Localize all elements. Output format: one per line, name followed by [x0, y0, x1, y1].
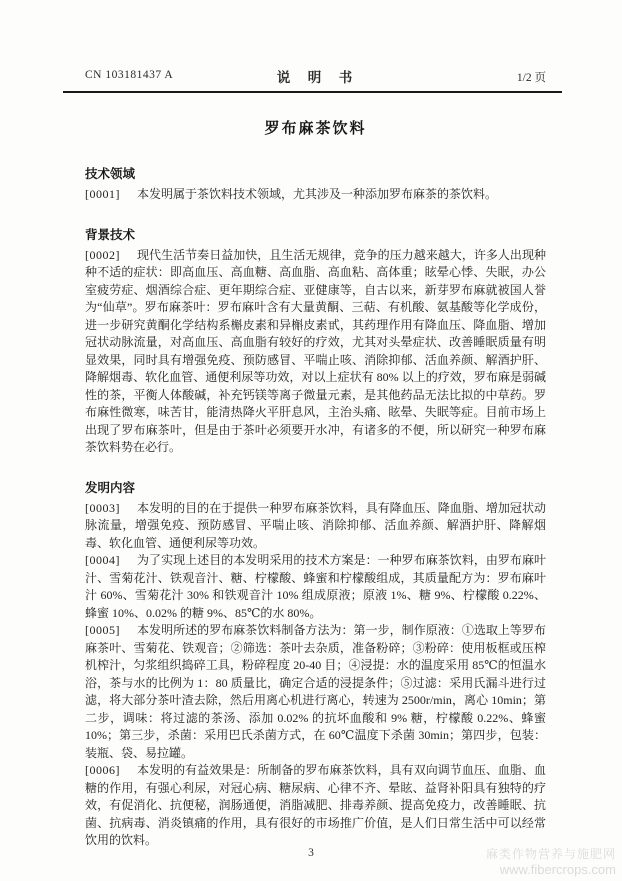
paragraph-number: [0005]: [85, 623, 120, 637]
page-number: 3: [308, 847, 314, 859]
page-indicator: 1/2 页: [516, 72, 546, 84]
paragraph-text: 本发明的有益效果是：所制备的罗布麻茶饮料，具有双向调节血压、血脂、血糖的作用，有强心利尿，对冠心病、糖尿病、心律不齐、晕眩、益肾补阳具有独特的疗效，有促消化、抗便秘，润肠通便，消脂减肥、排毒养颜、提高免疫力，改善睡眠、抗菌、抗病毒、消炎镇痛的作用，具有很好的市场推广价值，是人们日常生活中可以经常饮用的饮料。: [85, 763, 546, 847]
document-type-title: 说 明 书: [276, 70, 355, 85]
section-technical-field: [85, 164, 546, 204]
paragraph-number: [0003]: [85, 500, 120, 515]
paragraph-text: 本发明的目的在于提供一种罗布麻茶饮料，具有降血压、降血脂、增加冠状动脉流量，增强免疫、预防感冒、平喘止咳、消除抑郁、活血养颜、解酒护肝、降解烟毒、软化血管、通便利尿等功效。: [85, 500, 546, 550]
paragraph-number: [0001]: [85, 187, 120, 201]
paragraph-number: [0006]: [85, 763, 120, 777]
section-heading: 技术领域: [85, 167, 136, 181]
paragraph: [85, 762, 546, 850]
section-heading: 发明内容: [85, 480, 136, 495]
watermark-url: www.fibercrops.com: [499, 862, 616, 877]
invention-title: 罗布麻茶饮料: [264, 120, 367, 137]
watermark-site-name: 麻类作物营养与施肥网: [485, 847, 616, 861]
paragraph-number: [0002]: [85, 247, 120, 262]
paragraph: [85, 552, 546, 622]
paragraph: [85, 622, 546, 762]
paragraph-number: [0004]: [85, 553, 120, 567]
paragraph-text: 本发明所述的罗布麻茶饮料制备方法为：第一步，制作原液：①选取上等罗布麻茶叶、雪菊花、铁观音；②筛选：茶叶去杂质，准备粉碎；③粉碎：使用板框或压榨机榨汁，匀浆组织捣碎工具，粉碎程度 20-40 目；④浸提：水的温度采用 85℃的恒温水浴，茶与水的比例为 1：80 质量比，确定合适的浸提条件；⑤过滤：采用氏漏斗进行过滤，将大部分茶叶渣去除，然后用离心机进行离心，转速为 2500r/min，离心 10min；第二步，调味：将过滤的茶汤、添加 0.02% 的抗坏血酸和 9% 糖，柠檬酸 0.22%、蜂蜜 10%；第三步，杀菌：采用巴氏杀菌方式，在 60℃温度下杀菌 30min；第四步，包装：装瓶、袋、易拉罐。: [85, 623, 546, 760]
paragraph: [85, 500, 546, 553]
document-number: CN 103181437 A: [85, 69, 174, 81]
paragraph: [85, 186, 546, 204]
paragraph-text: 本发明属于茶饮料技术领域，尤其涉及一种添加罗布麻茶的茶饮料。: [137, 187, 498, 201]
header-rule: [63, 91, 562, 93]
document-body: [85, 164, 546, 850]
watermark: [486, 847, 616, 877]
section-heading: 背景技术: [85, 227, 136, 242]
page-header: [85, 66, 546, 86]
section-invention-content: [85, 478, 546, 850]
section-background: [85, 225, 546, 457]
paragraph-text: 现代生活节奏日益加快，且生活无规律，竞争的压力越来越大，许多人出现种种不适的症状：即高血压、高血糖、高血脂、高血粘、高体重；眩晕心悸、失眠，办公室疲劳症、烟酒综合症、更年期综合症、亚健康等，自古以来，新芽罗布麻就被国人誉为“仙草”。罗布麻茶叶：罗布麻叶含有大量黄酮、三萜、有机酸、氨基酸等化学成份，进一步研究黄酮化学结构系槲皮素和异槲皮素甙，其药理作用有降血压、降血脂、增加冠状动脉流量，对高血压、高血脂有较好的疗效，尤其对头晕症状、改善睡眠质量有明显效果，同时具有增强免疫、预防感冒、平喘止咳、消除抑郁、活血养颜、解酒护肝、降解烟毒、软化血管、通便利尿等功效，对以上症状有 80% 以上的疗效，罗布麻是弱碱性的茶，平衡人体酸碱，补充钙镁等离子微量元素，是其他药品无法比拟的中草药。罗布麻性微寒，味苦甘，能清热降火平肝息风，主治头痛、眩晕、失眠等症。目前市场上出现了罗布麻茶叶，但是由于茶叶必须要开水冲，有诸多的不便，所以研究一种罗布麻茶饮料势在必行。: [85, 247, 546, 454]
paragraph-text: 为了实现上述目的本发明采用的技术方案是：一种罗布麻茶饮料，由罗布麻叶汁、雪菊花汁、铁观音汁、糖、柠檬酸、蜂蜜和柠檬酸组成，其质量配方为：罗布麻叶汁 60%、雪菊花汁 30% 和铁观音汁 10% 组成原液；原液 1%、糖 9%、柠檬酸 0.22%、蜂蜜 10%、0.02% 的糖 9%、85℃的水 80%。: [85, 553, 546, 620]
paragraph: [85, 247, 546, 457]
